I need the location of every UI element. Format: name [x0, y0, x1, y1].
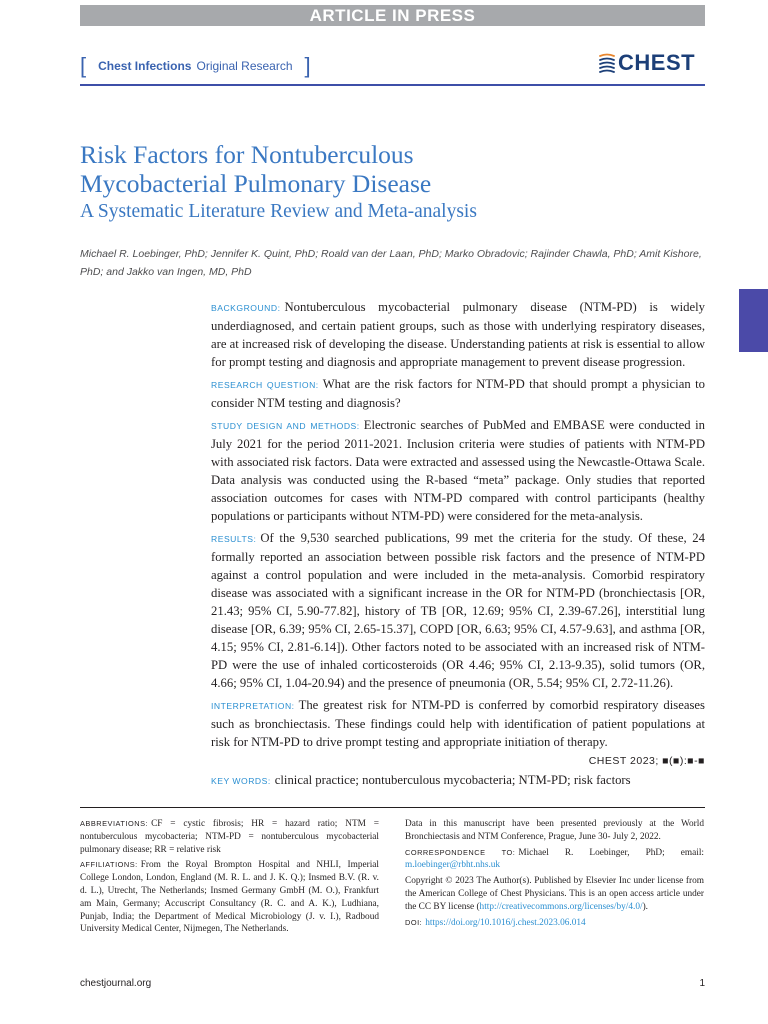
copyright-note — [405, 875, 704, 913]
footnote-rule — [80, 807, 705, 808]
abstract-methods — [211, 416, 705, 525]
doi-note — [405, 917, 704, 930]
footer-site: chestjournal.org — [80, 978, 152, 989]
side-tab-marker — [739, 289, 768, 352]
abstract-interpretation — [211, 696, 705, 751]
abbreviations — [80, 818, 379, 856]
chest-logo-text: CHEST — [618, 50, 696, 75]
abstract-results — [211, 529, 705, 692]
keywords-label: KEY WORDS: — [211, 776, 271, 786]
correspondence-email-link[interactable]: m.loebinger@rbht.nhs.uk — [405, 860, 501, 871]
background-label: BACKGROUND: — [211, 303, 281, 313]
background-text: Nontuberculous mycobacterial pulmonary disease (NTM-PD) is widely underdiagnosed, and certain patient groups, such as those with underlying respiratory diseases, are at increased risk of developing the disease. Understanding patients at risk is essential to allow for prompt testing and diagnosis and appropriate management to prevent disease progression. — [211, 300, 705, 369]
keywords — [211, 771, 705, 790]
results-text: Of the 9,530 searched publications, 99 met the criteria for the study. Of these, 24 formally reported an association between possible risk factors and the presence of NTM-PD against a control population and were included in the meta-analysis. Comorbid respiratory disease was associated with a significant increase in the OR for NTM-PD (bronchiectasis [OR, 21.43; 95% CI, 5.90-77.82], history of TB [OR, 12.69; 95% CI, 2.39-67.26], interstitial lung disease [OR, 6.39; 95% CI, 2.65-15.37], COPD [OR, 6.63; 95% CI, 4.57-9.63], and asthma [OR, 4.15; 95% CI, 2.81-6.14]). Other factors noted to be associated with an increased risk of NTM-PD were the use of inhaled corticosteroids (OR 4.46; 95% CI, 2.13-9.35), solid tumors (OR, 4.66; 95% CI, 1.04-20.94) and the presence of pneumonia (OR, 5.54; 95% CI, 2.72-11.26). — [211, 531, 705, 690]
abstract-background — [211, 298, 705, 371]
abstract-question — [211, 375, 705, 412]
correspondence-text: Michael R. Loebinger, PhD; email: — [518, 847, 704, 858]
footnotes-right — [405, 818, 704, 932]
abstract — [211, 298, 705, 770]
abbreviations-label: ABBREVIATIONS: — [80, 819, 149, 828]
copyright-end: ). — [642, 901, 648, 912]
correspondence — [405, 847, 704, 873]
section-heading — [80, 52, 311, 80]
doi-link[interactable]: https://doi.org/10.1016/j.chest.2023.06.014 — [425, 917, 586, 928]
interpretation-text: The greatest risk for NTM-PD is conferred by comorbid respiratory diseases such as bronchiectasis. These findings could help with identification of patient populations at risk for NTM-PD to drive prompt testing and appropriate initiation of therapy. — [211, 698, 705, 749]
question-text: What are the risk factors for NTM-PD that should prompt a physician to consider NTM testing and diagnosis? — [211, 377, 705, 410]
page-number: 1 — [699, 978, 705, 989]
title-line-2: Mycobacterial Pulmonary Disease — [80, 169, 432, 198]
keywords-text: clinical practice; nontuberculous mycobacteria; NTM-PD; risk factors — [274, 773, 631, 787]
methods-text: Electronic searches of PubMed and EMBASE were conducted in July 2021 for the period 2011-2021. Inclusion criteria were studies of patients with NTM-PD with associated risk factors. Data were extracted and assessed using the Newcastle-Ottawa Scale. Data analysis was conducted using the R-based “meta” package. Only studies that reported association outcomes for cases with NTM-PD compared with control participants (healthy populations or participants without NTM-PD) were considered for the meta-analysis. — [211, 418, 706, 523]
article-title — [80, 140, 700, 198]
doi-label: DOI: — [405, 917, 423, 927]
right-bracket-icon: ] — [304, 53, 311, 78]
methods-label: STUDY DESIGN AND METHODS: — [211, 421, 360, 431]
affiliations-text: From the Royal Brompton Hospital and NHLI, Imperial College London, London, England (M. R. L. and J. K. Q.); Insmed B.V. (R. v. d. L.), Utrecht, The Netherlands; Insmed Germany GmbH (M. O.), Frankfurt am Main, Germany; Accuscript Consultancy (R. C. and A. K.), Ludhiana, Punjab, India; the Department of Medical Microbiology (J. v. I.), Radboud University Medical Center, Nijmegen, The Netherlands. — [80, 860, 379, 935]
article-in-press-banner: ARTICLE IN PRESS — [80, 5, 705, 26]
correspondence-label: CORRESPONDENCE TO: — [405, 847, 516, 857]
question-label: RESEARCH QUESTION: — [211, 380, 319, 390]
chest-logo — [598, 51, 695, 75]
header-rule — [80, 84, 705, 86]
title-line-1: Risk Factors for Nontuberculous — [80, 140, 414, 169]
results-label: RESULTS: — [211, 534, 257, 544]
interpretation-label: INTERPRETATION: — [211, 701, 295, 711]
chest-mark-icon — [598, 53, 616, 73]
author-list: Michael R. Loebinger, PhD; Jennifer K. Quint, PhD; Roald van der Laan, PhD; Marko Obradovic; Rajinder Chawla, PhD; Amit Kishore, PhD; and Jakko van Ingen, MD, PhD — [80, 248, 702, 278]
affiliations-label: AFFILIATIONS: — [80, 860, 138, 870]
copyright-text: Copyright © 2023 The Author(s). Published by Elsevier Inc under license from the American College of Chest Physicians. This is an open access article under the CC BY license ( — [405, 876, 704, 912]
presented-note: Data in this manuscript have been presented previously at the World Bronchiectasis and NTM Conference, Prague, June 30- July 2, 2022. — [405, 819, 704, 842]
section-primary: Chest Infections — [98, 59, 192, 73]
abbreviations-text: CF = cystic fibrosis; HR = hazard ratio; NTM = nontuberculous mycobacteria; NTM-PD = nontuberculous mycobacterial pulmonary disease; RR = relative risk — [80, 819, 379, 855]
footnotes-left — [80, 818, 379, 939]
article-subtitle: A Systematic Literature Review and Meta-analysis — [80, 201, 477, 222]
left-bracket-icon: [ — [80, 53, 87, 78]
license-link[interactable]: http://creativecommons.org/licenses/by/4.0/ — [479, 901, 643, 912]
citation-line: CHEST 2023; ■(■):■-■ — [588, 755, 705, 767]
affiliations — [80, 859, 379, 936]
section-secondary: Original Research — [196, 59, 293, 73]
